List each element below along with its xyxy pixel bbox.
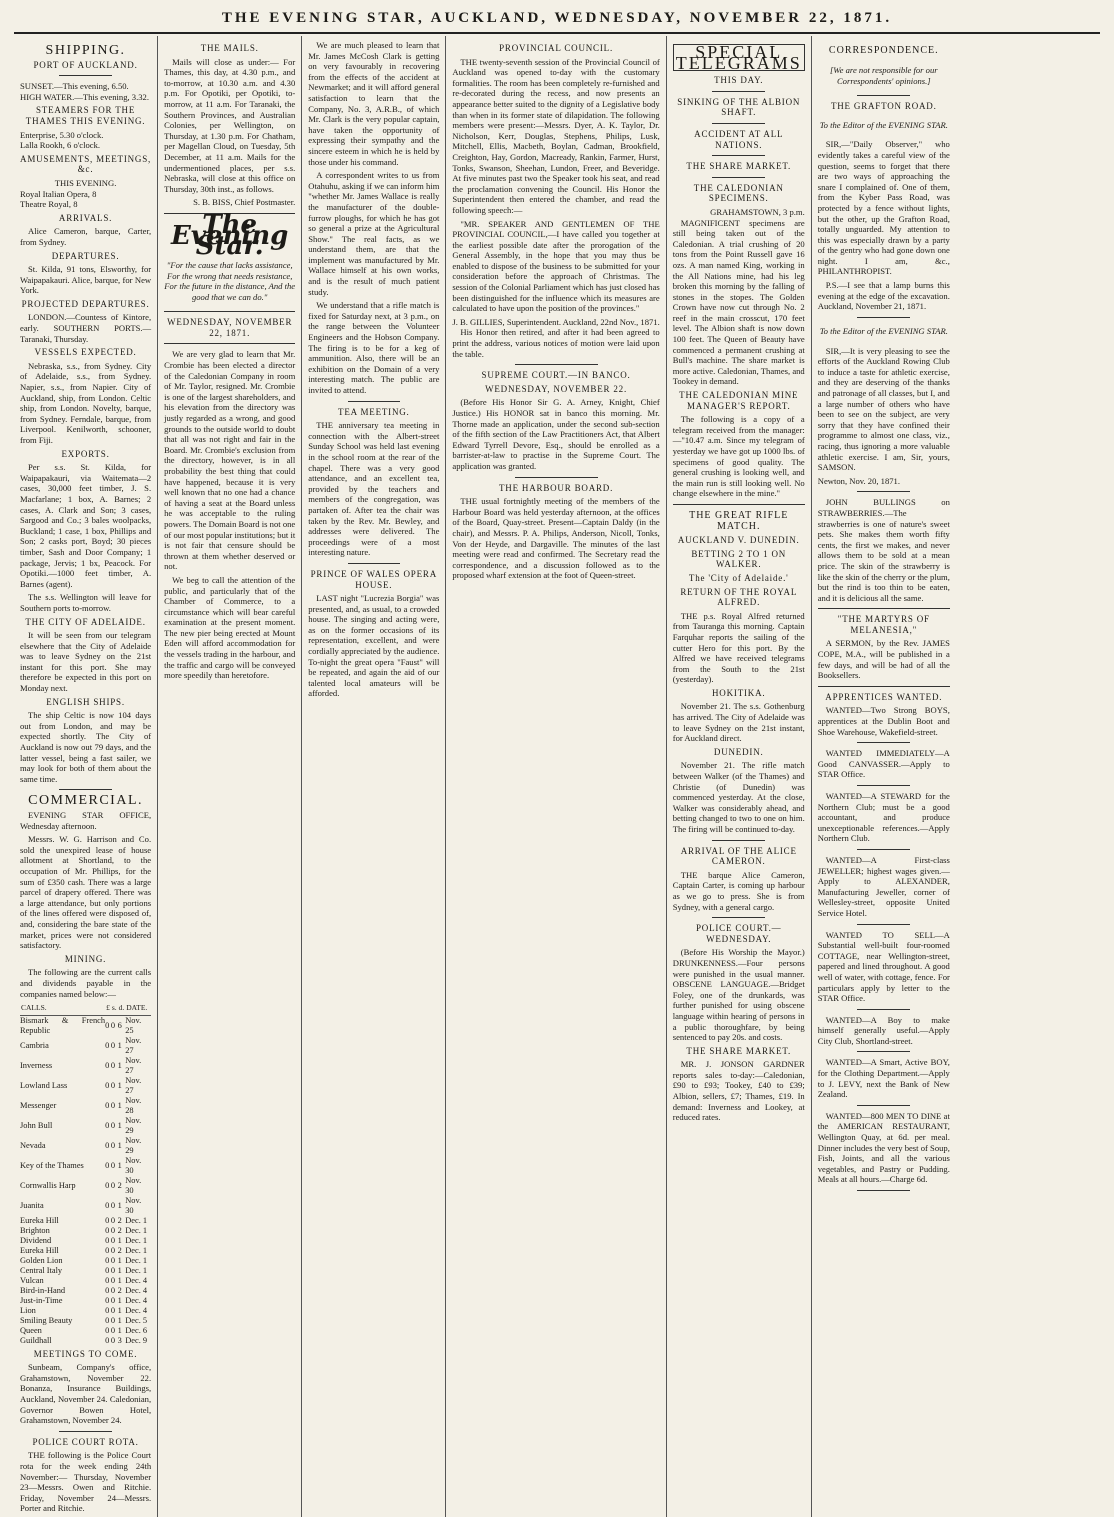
mining-table-cell: 1: [117, 1255, 122, 1265]
heading-this-day: THIS DAY.: [714, 75, 764, 86]
projected-text: LONDON.—Countess of Kintore, early. SOUTHERN PORTS.—Taranaki, Thursday.: [20, 312, 152, 344]
mining-table-cell: 1: [117, 1235, 122, 1245]
heading-adelaide: THE CITY OF ADELAIDE.: [25, 616, 146, 627]
mining-table-row: [20, 1326, 151, 1336]
commercial-text: Messrs. W. G. Harrison and Co. sold the unexpired lease of house allotment at Shortland, to the occupation of Mr. Phillips, for the sum of £350 cash. There was a large parcel of drapery offered. There was a large attendance, but only portions of the lines offered were disposed of, and, considering the bare state of the market, prices were not considered satisfactory.: [20, 834, 152, 951]
mining-table-cell: 0: [110, 1120, 115, 1130]
telegram-headline: ACCIDENT AT ALL NATIONS.: [694, 128, 784, 150]
mining-table-cell: 1: [117, 1265, 122, 1275]
tide-high-water: HIGH WATER.—This evening, 3.32.: [20, 91, 149, 102]
divider: [673, 504, 805, 505]
mining-table-cell: Dec. 6: [125, 1325, 148, 1335]
mining-table-row: [20, 1336, 151, 1346]
hokitika-text: November 21. The s.s. Gothenburg has arrived. The City of Adelaide was to leave Sydney on the 21st instant, for Auckland direct.: [672, 701, 805, 744]
mining-table-row: [20, 1296, 151, 1306]
heading-special-telegrams: SPECIAL TELEGRAMS: [673, 44, 805, 71]
mining-table-cell: 0: [105, 1335, 110, 1345]
mining-table-cell: 1: [117, 1140, 122, 1150]
mining-table-cell: 2: [117, 1215, 122, 1225]
mining-calls-table: [20, 1002, 151, 1346]
mining-table-cell: Nov. 27: [125, 1075, 142, 1095]
mining-table-cell: Eureka Hill: [20, 1215, 59, 1225]
mining-table-cell: Eureka Hill: [20, 1245, 59, 1255]
mining-table-cell: Bismark & French Republic: [20, 1015, 106, 1035]
wanted-ad: WANTED IMMEDIATELY—A Good CANVASSER.—Apply to STAR Office.: [817, 748, 950, 780]
heading-mining: MINING.: [64, 953, 107, 964]
divider: [857, 1190, 910, 1191]
mining-table-cell: 0: [105, 1275, 110, 1285]
mining-table-cell: Messenger: [20, 1100, 57, 1110]
mining-table-cell: Vulcan: [20, 1275, 44, 1285]
mining-table-row: [20, 1056, 151, 1076]
mining-table-header: DATE.: [125, 1002, 151, 1015]
mining-table-cell: 0: [110, 1225, 115, 1235]
letter-text: SIR,—It is very pleasing to see the efforts of the Auckland Rowing Club to induce a taste for athletic exercise, and they are deserving of the thanks and patronage of all classes, but I, and a large number of others who have been to see on the subject, are very sorry that they have confined their programme to almost one class, viz., racing, thus ignoring a more valuable athletic exercise. I am, Sir, yours, SAMSON.: [817, 345, 950, 473]
mining-table-cell: Dec. 4: [125, 1305, 148, 1315]
amusement-item: Royal Italian Opera, 8: [20, 188, 97, 199]
wanted-ad: WANTED—A Boy to make himself generally useful.—Apply City Club, Shortland-street.: [817, 1014, 950, 1046]
provincial-text: THE twenty-seventh session of the Provincial Council of Auckland was opened to-day with the customary formalities. The room has been completely re-furnished and re-decorated during the recess, and now presents an appearance better suited to the dignity of a Legislative body than when in its former state of dilapidation. The following members were present:—Messrs. Dyer, A. K. Taylor, Dr. Nicholson, Kerr, Douglas, Stephens, Philips, Lusk, Mitchell, Ellis, Macbeth, Boylan, Cadman, Brookfield, Creighton, Hay, Gordon, Macready, Rankin, Farmer, Hurst, Tonks, Swanson, Sheehan, Lundon, Freer, and Beveridge. At five minutes past two the Speaker took his seat, and read the proclamation convening the Council. His Honor the Superintendent then entered the chamber, and read the following speech:—: [452, 56, 660, 215]
mining-table-cell: 0: [105, 1020, 110, 1030]
heading-share-market: THE SHARE MARKET.: [686, 1045, 792, 1056]
rifle-subhead: AUCKLAND V. DUNEDIN.: [677, 535, 800, 546]
mining-table-row: [20, 1156, 151, 1176]
mining-table-cell: 0: [110, 1160, 115, 1170]
vessels-text: Nebraska, s.s., from Sydney. City of Adelaide, s.s., from Sydney. Napier, s.s., from Napier. City of Auckland, ship, from London. Celtic ship, from London. Novelty, barque, from Sydney. Ferndale, barque, from Liverpool. Kenilworth, schooner, from Fiji.: [20, 360, 152, 445]
columns: [14, 36, 1100, 1514]
mining-table-cell: 0: [110, 1080, 115, 1090]
mining-table-cell: 0: [105, 1080, 110, 1090]
mining-table-cell: 0: [110, 1060, 115, 1070]
mining-table-cell: 3: [117, 1335, 122, 1345]
tide-sunset: SUNSET.—This evening, 6.50.: [20, 81, 129, 92]
mining-table-cell: 0: [110, 1305, 115, 1315]
amusement-item: THIS EVENING.: [54, 177, 117, 188]
heading-vessels: VESSELS EXPECTED.: [34, 347, 137, 358]
mining-table-cell: 1: [117, 1040, 122, 1050]
mining-table-header: s.: [111, 1002, 118, 1015]
editorial-text: We beg to call the attention of the public, and particularly that of the Chamber of Commerce, to a circumstance which will bear careful examination at the present moment. The new pier being erected at Mount Eden will afford accommodation for the vessels trading in the harbour, and the traffic and cargo will be conveyed more speedily than heretofore.: [164, 574, 296, 681]
mining-table-cell: 0: [110, 1255, 115, 1265]
mining-table-row: [20, 1136, 151, 1156]
martyrs-text: A SERMON, by the Rev. JAMES COPE, M.A., will be published in a few days, and will be had of all the Booksellers.: [817, 638, 950, 681]
heading-martyrs: "THE MARTYRS OF MELANESIA,": [837, 614, 930, 635]
paper-title: The Evening Star.: [171, 209, 289, 262]
mining-table-cell: Inverness: [20, 1060, 53, 1070]
masthead-rule: [14, 32, 1100, 34]
heading-opera-house: PRINCE OF WALES OPERA HOUSE.: [310, 568, 438, 590]
mining-table-cell: Lowland Lass: [20, 1080, 68, 1090]
mining-table-cell: 0: [105, 1040, 110, 1050]
divider: [712, 155, 765, 156]
mining-table-row: [20, 1236, 151, 1246]
supreme-court-text: (Before His Honor Sir G. A. Arney, Knight, Chief Justice.) His HONOR sat in banco this morning. Mr. Thorne made an application, under the second sub-section of the fifth section of the Law Practitioners Act, that Albert Edward Tyrrell Devore, Esq., should be enrolled as a barrister-at-law to practise in the Supreme Court. The application was granted.: [452, 397, 660, 471]
telegram-dateline: GRAHAMSTOWN, 3 p.m.: [710, 206, 805, 217]
column-correspondence: [812, 36, 956, 1517]
heading-police-court: POLICE COURT.—WEDNESDAY.: [695, 923, 782, 944]
heading-projected: PROJECTED DEPARTURES.: [21, 298, 150, 309]
heading-police-rota: POLICE COURT ROTA.: [32, 1436, 139, 1447]
provincial-after: His Honor then retired, and after it had been agreed to print the address, various notices of motion were laid upon the table.: [452, 327, 660, 359]
divider: [712, 917, 765, 918]
mining-table-row: [20, 1226, 151, 1236]
mining-table-row: [20, 1256, 151, 1266]
mining-table-cell: Queen: [20, 1325, 42, 1335]
heading-supreme-court: SUPREME COURT.—IN BANCO.: [481, 370, 631, 381]
letter-salutation: To the Editor of the EVENING STAR.: [819, 120, 948, 131]
divider: [712, 91, 765, 92]
harbour-board-text: THE usual fortnightly meeting of the members of the Harbour Board was held yesterday afternoon, at the offices of the Board, Quay-street. Present—Captain Daldy (in the chair), and Messrs. P. A. Philips, Anderson, Nicoll, Tonks, Von der Heyde, and Dargaville. The minutes of the last meeting were read and confirmed. The Secretary read the correspondence, and a discussion followed as to the proposed wharf extension at the foot of Queen-street.: [452, 496, 660, 581]
opera-house-text: LAST night "Lucrezia Borgia" was presented, and, as usual, to a crowded house. The singing and acting were, as on the former occasions of its representation, excellent, and were cordially appreciated by the audience. To-night the great opera "Faust" will be repeated, and again the aid of our talented local amateurs will be afforded.: [308, 593, 440, 699]
heading-steamers: STEAMERS FOR THE THAMES THIS EVENING.: [25, 105, 146, 126]
mining-table-cell: 0: [110, 1275, 115, 1285]
telegram-headline: THE CALEDONIAN SPECIMENS.: [693, 182, 784, 204]
heading-departures: DEPARTURES.: [51, 250, 120, 261]
mining-table-header: CALLS.: [20, 1002, 105, 1015]
mining-table-cell: 1: [117, 1275, 122, 1285]
mining-table-cell: 0: [110, 1140, 115, 1150]
mining-table-row: [20, 1096, 151, 1116]
mining-table-cell: 1: [117, 1295, 122, 1305]
mining-table-row: [20, 1276, 151, 1286]
divider: [712, 840, 765, 841]
mining-table-cell: Golden Lion: [20, 1255, 63, 1265]
mining-table-cell: 1: [117, 1080, 122, 1090]
mining-table-cell: 0: [105, 1215, 110, 1225]
mining-table-row: [20, 1015, 151, 1036]
mining-table-cell: 0: [105, 1235, 110, 1245]
divider: [712, 177, 765, 178]
mining-table-cell: 0: [105, 1315, 110, 1325]
heading-alice-cameron: ARRIVAL OF THE ALICE CAMERON.: [680, 845, 797, 867]
letter-date: Newton, Nov. 20, 1871.: [817, 475, 901, 486]
masthead: THE EVENING STAR, AUCKLAND, WEDNESDAY, NOVEMBER 22, 1871.: [221, 10, 893, 26]
mining-table-cell: 0: [105, 1255, 110, 1265]
mining-table-cell: Dec. 4: [125, 1275, 148, 1285]
specimens-text: MAGNIFICENT specimens are still being taken out of the Caledonian. A trial crushing of 20 tons from the Point Russell gave 16 ozs. A man named King, working in the All Nations mine, had his leg broken this morning by the falling of stones in the stopes. The Golden Crown have now cut through No. 2 reef in the main crosscut, 170 feet level. The Albion shaft is now down 100 feet. The Queen of Beauty have commenced a permanent crushing at Bull's machine. The share market is more active. Caledonian, Thames, and Tookey in demand.: [672, 217, 805, 387]
local-news-text: A correspondent writes to us from Otahuhu, asking if we can inform him "whether Mr. James Wallace is really the manufacturer of the double-furrow ploughs, for which he has got so general a prize at the Agricultural Show." The real facts, as we understand them, are that the implement was manufactured by Mr. Wallace himself at his own works, and is the result of much patient study.: [308, 170, 440, 297]
mining-table-row: [20, 1116, 151, 1136]
divider: [857, 1009, 910, 1010]
mining-table-cell: Key of the Thames: [20, 1160, 84, 1170]
heading-manager-report: THE CALEDONIAN MINE MANAGER'S REPORT.: [679, 390, 799, 411]
mining-intro: The following are the current calls and dividends payable in the companies named below:—: [20, 967, 152, 999]
strawberries-text: JOHN BULLINGS on STRAWBERRIES.—The strawberries is one of nature's sweet pets. She makes them worth fifty cents, the first we makes, and never allows them to be sold at a mean price. The skin of the strawberry is like the skin of the cherry or the plum, but the rind is too thin to be eaten, and it is delicious all the same.: [817, 497, 950, 603]
heading-amusements: AMUSEMENTS, MEETINGS, &c.: [20, 153, 152, 175]
mining-table-cell: 1: [117, 1120, 122, 1130]
mining-table-cell: Dec. 1: [125, 1255, 148, 1265]
column-provincial-council: [446, 36, 666, 1517]
mining-table-cell: 0: [105, 1245, 110, 1255]
mining-table-cell: Dec. 1: [125, 1245, 148, 1255]
tea-meeting-text: THE anniversary tea meeting in connection with the Albert-street Sunday School was held last evening in the school room at the rear of the chapel. There was a very good attendance, and an excellent tea, provided by the teachers and members of the congregation, was partaken of. After tea the chair was taken by the Rev. Mr. Bewley, and addresses were delivered. The proceedings were of a most interesting nature.: [308, 420, 440, 558]
mining-table-cell: 0: [110, 1325, 115, 1335]
mining-table-row: [20, 1266, 151, 1276]
divider: [857, 317, 910, 318]
divider: [857, 849, 910, 850]
mining-table-cell: 2: [117, 1180, 122, 1190]
mining-table-cell: Central Italy: [20, 1265, 63, 1275]
divider: [857, 1105, 910, 1106]
mining-table-cell: 0: [110, 1040, 115, 1050]
heading-correspondence: CORRESPONDENCE.: [828, 45, 939, 56]
mining-table-cell: 0: [110, 1265, 115, 1275]
mining-table-cell: Just-in-Time: [20, 1295, 63, 1305]
adelaide-text: It will be seen from our telegram elsewhere that the City of Adelaide was to leave Sydney on the 21st instant for this port. She may therefore be expected in this port on Monday next.: [20, 630, 152, 694]
mining-table-cell: 0: [105, 1120, 110, 1130]
divider: [857, 491, 910, 492]
correspondence-note: [We are not responsible for our Correspondents' opinions.]: [829, 65, 938, 86]
heading-english-ships: ENGLISH SHIPS.: [46, 696, 125, 707]
mining-table-cell: 0: [105, 1295, 110, 1305]
mining-table-cell: 1: [117, 1305, 122, 1315]
mining-table-cell: Dec. 1: [125, 1225, 148, 1235]
divider: [515, 364, 598, 365]
mining-table-cell: 1: [117, 1160, 122, 1170]
share-market-text: MR. J. JONSON GARDNER reports sales to-day:—Caledonian, £90 to £93; Tookey, £40 to £39; Albion, sellers, £7; Thames, £19. In demand: Inverness and Lookey, at reduced rates.: [672, 1059, 805, 1123]
letter-salutation: To the Editor of the EVENING STAR.: [819, 326, 948, 337]
mining-table-cell: 0: [110, 1020, 115, 1030]
manager-report-text: The following is a copy of a telegram received from the manager:—"10.47 a.m. Since my telegram of yesterday we have got up 1000 lbs. of specimens of good quality. The general crushing is looking well, and the main run is still looking well. No change elsewhere in the mine.": [672, 414, 805, 499]
column-mails-editorial: [158, 36, 302, 1517]
mails-text: Mails will close as under:— For Thames, this day, at 4.30 p.m., and to-morrow, at 10.30 a.m. and 4.30 p.m. For Opotiki, per Opotiki, to-morrow, at 11 a.m. For Taranaki, the Southern Provinces, and Australian Colonies, per Wellington, on Thursday, at 1.30 p.m. For Chatham, per Magellan Cloud, on Tuesday, 5th December, at 11 a.m. Mails for the undermentioned places, per s.s. Nebraska, will close at this office on Thursday, 30th inst., as follows.: [164, 56, 296, 194]
mining-table-cell: Smiling Beauty: [20, 1315, 73, 1325]
mining-table-row: [20, 1196, 151, 1216]
divider: [712, 123, 765, 124]
mining-table-cell: 2: [117, 1245, 122, 1255]
mining-table-cell: Nov. 30: [125, 1155, 142, 1175]
divider: [164, 311, 295, 312]
heading-provincial-council: PROVINCIAL COUNCIL.: [499, 43, 613, 53]
mining-table-cell: Guildhall: [20, 1335, 52, 1345]
mining-table-cell: 0: [105, 1100, 110, 1110]
mining-table-cell: John Bull: [20, 1120, 53, 1130]
wanted-ad: WANTED—A STEWARD for the Northern Club; must be a good accountant, and produce unexceptionable references.—Apply Northern Club.: [817, 791, 950, 844]
arrivals-text: Alice Cameron, barque, Carter, from Sydney.: [20, 226, 152, 247]
exports-text: Per s.s. St. Kilda, for Waipapakauri, via Waitemata—2 cases, 30,000 feet timber, J. S. Macfarlane; 1 box, A. Barnes; 2 cases, A. Clark and Son; 3 cases, Sargood and Co.; 3 bales woolpacks, Buckland; 1 case, 1 box, Phillips and Son; 2 casks port, Boyd; 30 pieces timber, Sash and Door Company; 1 package, Jervis; 1 bx, Peacock. For Opotiki.—1000 feet timber, A. Barnes (agent).: [20, 462, 152, 589]
mining-table-cell: 0: [105, 1060, 110, 1070]
divider: [818, 686, 950, 687]
letter-postscript: P.S.—I see that a lamp burns this evening at the edge of the excavation. Auckland, November 21, 1871.: [817, 280, 950, 312]
divider: [348, 563, 400, 564]
heading-apprentices: APPRENTICES WANTED.: [825, 691, 943, 702]
mining-table-cell: 0: [110, 1200, 115, 1210]
divider: [348, 401, 400, 402]
mining-table-cell: 0: [110, 1335, 115, 1345]
mining-table-cell: 1: [117, 1060, 122, 1070]
mining-table-cell: 0: [110, 1285, 115, 1295]
alice-cameron-text: THE barque Alice Cameron, Captain Carter, is coming up harbour as we go to press. She is from Sydney, with a general cargo.: [672, 869, 805, 912]
mining-table-cell: Dec. 1: [125, 1215, 148, 1225]
column-local-news: [302, 36, 446, 1517]
mining-table-row: [20, 1076, 151, 1096]
wanted-ad: WANTED—A First-class JEWELLER; highest wages given.—Apply to ALEXANDER, Manufacturing Jeweller, corner of Wellesley-street, opposite United Service Hotel.: [817, 854, 950, 918]
mining-table-cell: Nov. 29: [125, 1135, 142, 1155]
mining-table-cell: Juanita: [20, 1200, 44, 1210]
mining-table-cell: 0: [110, 1245, 115, 1255]
mining-table-cell: 0: [105, 1285, 110, 1295]
divider: [59, 75, 111, 76]
divider: [59, 1431, 111, 1432]
divider: [818, 608, 950, 609]
english-ships-text: The ship Celtic is now 104 days out from London, and may be expected shortly. The City of Auckland is now out 79 days, and the latter vessel, being a fast sailer, we may look for both of them about the same time.: [20, 710, 152, 784]
mining-table-cell: Dec. 5: [125, 1315, 148, 1325]
speech-signature: J. B. GILLIES, Superintendent. Auckland, 22nd Nov., 1871.: [452, 316, 660, 327]
mining-table-cell: 6: [117, 1020, 122, 1030]
mining-table-row: [20, 1286, 151, 1296]
editorial-text: We are very glad to learn that Mr. Crombie has been elected a director of the Caledonian Company in room of Mr. Taylor, resigned. Mr. Crombie is one of the largest shareholders, and his elevation from the directory was justly regarded as a wrong, and good grounds to the outside world to doubt that all was not right and fair in the Board. Mr. Crombie's exclusion from the directory, however, is in all probability the best thing that could have happened, because it is very well known that no one had a chance of having a seat at the Board unless he was acceptable to the ruling powers. The Domain Board is not one of our most popular institutions; but it is not fair that censure should be thrown at them whether deserved or not.: [164, 349, 296, 572]
mining-table-cell: 0: [105, 1225, 110, 1235]
mining-table-cell: 0: [105, 1180, 110, 1190]
mining-table-row: [20, 1306, 151, 1316]
heading-rifle-match: THE GREAT RIFLE MATCH.: [689, 509, 789, 532]
steamer-item: Lalla Rookh, 6 o'clock.: [20, 140, 101, 151]
police-court-text: (Before His Worship the Mayor.) DRUNKENNESS.—Four persons were punished in the usual manner. OBSCENE LANGUAGE.—Bridget Foley, one of the drunkards, was further punished for using obscene language within hearing of persons in a public thoroughfare, by being sentenced to pay 20s. and costs.: [672, 947, 805, 1043]
heading-dunedin: DUNEDIN.: [713, 746, 764, 757]
mining-table-cell: Cambria: [20, 1040, 49, 1050]
mining-table-cell: 1: [117, 1200, 122, 1210]
wanted-ad: WANTED TO SELL—A Substantial well-built four-roomed COTTAGE, near Wellington-street, papered and lined throughout. A good well of water, with cottage, fence. For particulars apply by letter to the STAR Office.: [817, 929, 950, 1004]
mining-table-cell: Brighton: [20, 1225, 50, 1235]
mining-table-cell: Bird-in-Hand: [20, 1285, 66, 1295]
divider: [857, 1051, 910, 1052]
heading-commercial: COMMERCIAL.: [28, 793, 144, 809]
paper-motto: "For the cause that lacks assistance, For the wrong that needs resistance, For the future in the distance, And the good that we can do.": [164, 260, 296, 303]
royal-alfred-text: THE p.s. Royal Alfred returned from Tauranga this morning. Captain Farquhar reports the sailing of the cutter Hero for this port. By the Alfred we have received telegrams from the South to the 21st (yesterday).: [672, 610, 805, 685]
mining-table-cell: Nov. 25: [125, 1015, 142, 1035]
mining-table-cell: 2: [117, 1225, 122, 1235]
mining-table-cell: 0: [110, 1315, 115, 1325]
mining-table-header: £: [105, 1002, 111, 1015]
heading-hokitika: HOKITIKA.: [712, 687, 766, 698]
rifle-subhead: BETTING 2 TO 1 ON WALKER.: [691, 548, 787, 570]
divider: [59, 789, 111, 790]
mining-table-cell: 0: [110, 1295, 115, 1305]
mining-table-cell: Nevada: [20, 1140, 46, 1150]
mining-table-cell: Nov. 28: [125, 1095, 142, 1115]
column-telegrams: [667, 36, 812, 1517]
mining-table-cell: Nov. 30: [125, 1195, 142, 1215]
police-rota-text: THE following is the Police Court rota for the week ending 24th November:— Thursday, November 23—Messrs. Owen and Ritchie. Friday, November 24—Messrs. Porter and Ritchie.: [20, 1450, 152, 1514]
heading-grafton-road: THE GRAFTON ROAD.: [830, 100, 937, 111]
wanted-ad: WANTED—A Smart, Active BOY, for the Clothing Department.—Apply to J. LEVY, next the Bank of New Zealand.: [817, 1057, 950, 1100]
speech-text: "MR. SPEAKER AND GENTLEMEN OF THE PROVINCIAL COUNCIL,—I have called you together at the earliest possible date after the prorogation of the General Assembly, in the hope that you may thus be enabled to dispose of the business to be submitted for your consideration before the approach of Christmas. The session of the Colonial Parliament which has just closed has been distinguished for the influence which its measures are calculated to have upon the position of the provinces.": [452, 218, 660, 314]
mining-table-cell: 1: [117, 1100, 122, 1110]
mining-table-cell: 0: [110, 1180, 115, 1190]
rifle-subhead: The 'City of Adelaide.': [688, 572, 789, 583]
mining-table-cell: 0: [110, 1100, 115, 1110]
mining-table-cell: Dividend: [20, 1235, 52, 1245]
heading-mails: THE MAILS.: [200, 43, 259, 53]
mining-table-row: [20, 1036, 151, 1056]
heading-exports: EXPORTS.: [61, 448, 110, 459]
divider: [857, 95, 910, 96]
mining-table-cell: Dec. 4: [125, 1295, 148, 1305]
mining-table-cell: 0: [105, 1160, 110, 1170]
divider: [857, 785, 910, 786]
divider: [857, 924, 910, 925]
mining-table-cell: Dec. 4: [125, 1285, 148, 1295]
letter-text: SIR,—"Daily Observer," who evidently takes a careful view of the question, seems to forget that there are two ways of approaching the snare I complained of. One of them, from the Kyber Pass Road, was protected by a fence without lights, but the other, up the Grafton Road, totally unguarded. My attention to this was especially drawn by a party of the gentry who had gone down one night. I am, &c., PHILANTHROPIST.: [817, 139, 950, 277]
mining-table-cell: Lion: [20, 1305, 36, 1315]
steamer-item: Enterprise, 5.30 o'clock.: [20, 129, 104, 140]
mining-table-row: [20, 1316, 151, 1326]
local-news-text: We are much pleased to learn that Mr. James McCosh Clark is getting on very favourably in recovering from the effects of the accident at Newmarket; and it will afford general satisfaction to learn that the Company, No. 3, A.R.B., of which Mr. Clark is the very popular captain, have taken the opportunity of expressing their sympathy and the sincere esteem in which he is held by those under his command.: [308, 40, 440, 167]
mining-table-row: [20, 1176, 151, 1196]
dunedin-text: November 21. The rifle match between Walker (of the Thames) and Christie (of Dunedin) was commenced yesterday. At the close, Walker was considerably ahead, and betting changed to two to one on him. The firing will be continued to-day.: [672, 760, 805, 834]
heading-harbour-board: THE HARBOUR BOARD.: [498, 482, 614, 493]
column-shipping: [14, 36, 158, 1517]
mining-table-cell: Nov. 29: [125, 1115, 142, 1135]
mining-table-cell: Dec. 1: [125, 1235, 148, 1245]
mining-table-cell: Cornwallis Harp: [20, 1180, 76, 1190]
wanted-ads-list: [818, 705, 950, 1191]
mining-table-cell: 0: [105, 1265, 110, 1275]
postmaster-signoff: S. B. BISS, Chief Postmaster.: [193, 197, 296, 208]
heading-meetings: MEETINGS TO COME.: [33, 1348, 138, 1359]
heading-port: PORT OF AUCKLAND.: [33, 59, 138, 70]
divider: [857, 742, 910, 743]
mining-table-cell: 0: [105, 1140, 110, 1150]
heading-tea-meeting: TEA MEETING.: [338, 406, 410, 417]
mining-table-cell: 0: [110, 1235, 115, 1245]
mining-table-cell: 0: [105, 1200, 110, 1210]
mining-table-cell: 1: [117, 1325, 122, 1335]
supreme-court-date: WEDNESDAY, NOVEMBER 22.: [485, 383, 628, 394]
heading-arrivals: ARRIVALS.: [58, 212, 113, 223]
local-news-text: We understand that a rifle match is fixed for Saturday next, at 3 p.m., on the range between the Volunteer Engineers and the Hobson Company. The firing is to be for a keg of ammunition. Also, there will be an exhibition on the Domain of a very interesting match. The public are invited to attend.: [308, 300, 440, 395]
mining-table-cell: Nov. 27: [125, 1055, 142, 1075]
commercial-lead: EVENING STAR OFFICE, Wednesday afternoon.: [20, 810, 152, 831]
divider: [515, 477, 598, 478]
wanted-ad: WANTED—800 MEN TO DINE at the AMERICAN RESTAURANT, Wellington Quay, at 6d. per meal. Dinner includes the very best of Soup, Fish, Joints, and all the various vegetables, and Pastry or Pudding. Meals at all hours.—Charge 6d.: [817, 1110, 950, 1185]
wanted-ad: WANTED—Two Strong BOYS, apprentices at the Dublin Boot and Shoe Warehouse, Wakefield-street.: [817, 705, 950, 737]
meetings-text: Sunbeam, Company's office, Grahamstown, November 22. Bonanza, Insurance Buildings, Auckland, November 24. Caledonian, Governor Bowen Hotel, Grahamstown, November 24.: [20, 1362, 152, 1426]
mining-table-cell: Nov. 30: [125, 1175, 142, 1195]
mining-table-row: [20, 1216, 151, 1226]
mining-table-cell: 1: [117, 1315, 122, 1325]
rifle-subhead: RETURN OF THE ROYAL ALFRED.: [680, 586, 798, 608]
mining-table-cell: 2: [117, 1285, 122, 1295]
mining-table-header: d.: [118, 1002, 126, 1015]
mining-table-cell: Dec. 1: [125, 1265, 148, 1275]
exports-note: The s.s. Wellington will leave for Southern ports to-morrow.: [20, 592, 152, 613]
mining-table-cell: Dec. 9: [125, 1335, 148, 1345]
mining-table-cell: Nov. 27: [125, 1035, 142, 1055]
mining-table-row: [20, 1246, 151, 1256]
departures-text: St. Kilda, 91 tons, Elsworthy, for Waipapakauri. Alice, barque, for New York.: [20, 264, 152, 296]
telegram-headline: THE SHARE MARKET.: [686, 161, 792, 172]
amusement-item: Theatre Royal, 8: [20, 199, 78, 210]
mining-table-cell: 0: [105, 1305, 110, 1315]
mining-table-cell: 0: [110, 1215, 115, 1225]
divider: [164, 343, 295, 344]
editorial-dateline: WEDNESDAY, NOVEMBER 22, 1871.: [167, 317, 293, 338]
telegram-headline: SINKING OF THE ALBION SHAFT.: [677, 96, 801, 118]
mining-table-cell: 0: [105, 1325, 110, 1335]
heading-shipping: SHIPPING.: [45, 43, 126, 58]
